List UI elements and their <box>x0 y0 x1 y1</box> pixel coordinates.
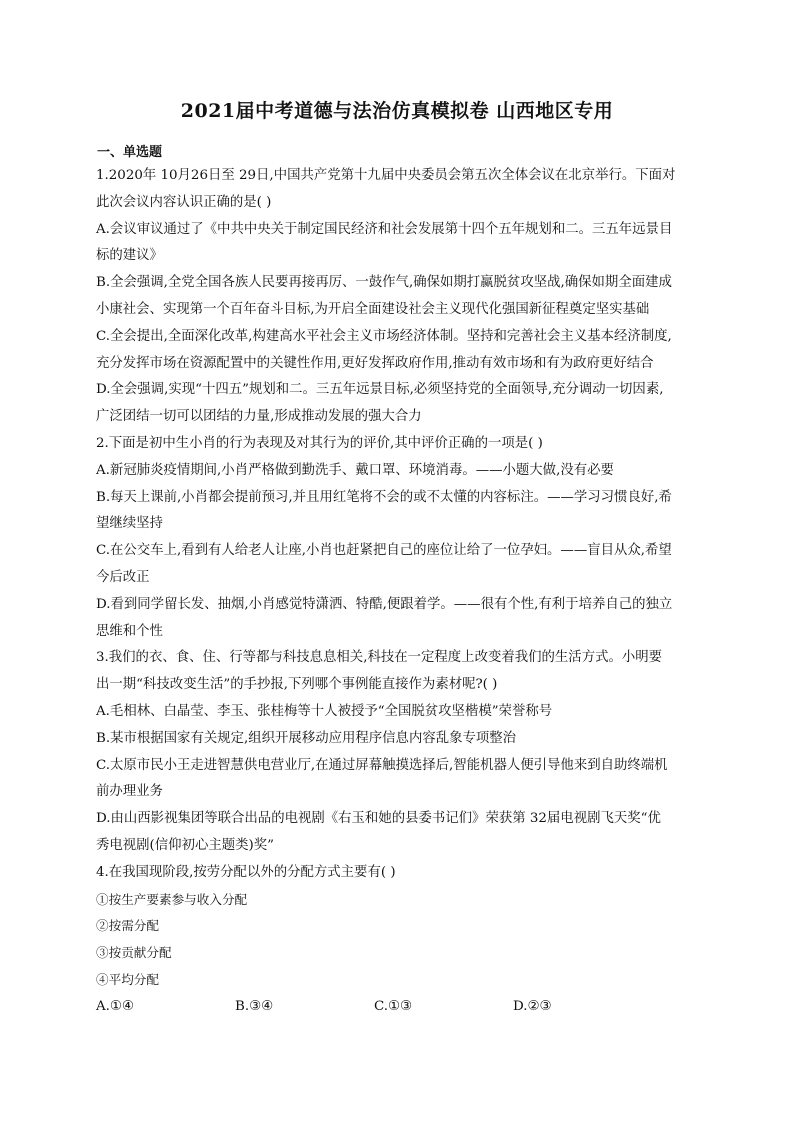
question-2-option-d-cont: 思维和个性 <box>96 623 163 639</box>
page-title: 2021届中考道德与法治仿真模拟卷 山西地区专用 <box>180 100 614 122</box>
question-3-option-c: C.太原市民小王走进智慧供电营业厅,在通过屏幕触摸选择后,智能机器人便引导他来到自助终端机 <box>96 757 668 773</box>
question-4-option-d: D.②③ <box>513 998 552 1014</box>
question-1-line: 此次会议内容认识正确的是( ) <box>96 194 272 210</box>
question-1-option-d-cont: 广泛团结一切可以团结的力量,形成推动发展的强大合力 <box>96 409 422 425</box>
question-4 <box>96 860 706 1021</box>
section-heading: 一、单选题 <box>97 145 163 160</box>
question-2-stem: 2.下面是初中生小肖的行为表现及对其行为的评价,其中评价正确的一项是( ) <box>96 435 543 451</box>
question-4-item: ④平均分配 <box>96 971 159 987</box>
question-3-stem-cont: 出一期“科技改变生活”的手抄报,下列哪个事例能直接作为素材呢?( ) <box>96 677 498 693</box>
question-1-option-d: D.全会强调,实现“十四五”规划和二。三五年远景目标,必须坚持党的全面领导,充分调动一切因素, <box>96 382 664 398</box>
question-4-option-b: B.③④ <box>235 998 274 1014</box>
question-4-item: ②按需分配 <box>96 918 159 934</box>
question-1-option-c-cont: 充分发挥市场在资源配置中的关键性作用,更好发挥政府作用,推动有效市场和有为政府更好结合 <box>96 355 654 371</box>
question-2-option-a: A.新冠肺炎疫情期间,小肖严格做到勤洗手、戴口罩、环境消毒。——小题大做,没有必要 <box>96 462 614 478</box>
question-3-stem: 3.我们的衣、食、住、行等都与科技息息相关,科技在一定程度上改变着我们的生活方式。小明要 <box>96 650 663 666</box>
question-1-option-b: B.全会强调,全党全国各族人民要再接再厉、一鼓作气,确保如期打赢脱贫攻坚战,确保如期全面建成 <box>96 275 672 291</box>
question-4-option-c: C.①③ <box>374 998 413 1014</box>
exam-content <box>96 143 706 1021</box>
question-3-option-a: A.毛相林、白晶莹、李玉、张桂梅等十人被授予“全国脱贫攻坚楷模”荣誉称号 <box>96 703 553 719</box>
question-2 <box>96 431 706 645</box>
question-1-option-b-cont: 小康社会、实现第一个百年奋斗目标,为开启全面建设社会主义现代化强国新征程奠定坚实基础 <box>96 301 650 317</box>
question-1-option-a: A.会议审议通过了《中共中央关于制定国民经济和社会发展第十四个五年规划和二。三五年远景目 <box>96 221 673 237</box>
question-4-option-a: A.①④ <box>96 998 134 1014</box>
question-4-item: ①按生产要素参与收入分配 <box>96 891 248 907</box>
question-4-options <box>96 994 706 1021</box>
question-4-item: ③按贡献分配 <box>96 945 172 961</box>
question-1 <box>96 163 706 431</box>
question-2-option-b: B.每天上课前,小肖都会提前预习,并且用红笔将不会的或不太懂的内容标注。——学习习惯良好,希 <box>96 489 672 505</box>
question-1-option-c: C.全会提出,全面深化改革,构建高水平社会主义市场经济体制。坚持和完善社会主义基本经济制度, <box>96 328 672 344</box>
question-1-option-a-cont: 标的建议》 <box>96 248 163 264</box>
question-2-option-b-cont: 望继续坚持 <box>96 516 163 532</box>
question-3-option-c-cont: 前办理业务 <box>96 784 163 800</box>
question-3 <box>96 645 706 859</box>
question-2-option-d: D.看到同学留长发、抽烟,小肖感觉特潇洒、特酷,便跟着学。——很有个性,有利于培养自己的独立 <box>96 596 673 612</box>
question-2-option-c-cont: 今后改正 <box>96 569 150 585</box>
question-3-option-d-cont: 秀电视剧(信仰初心主题类)奖” <box>96 837 274 853</box>
question-1-line: 1.2020年 10月26日至 29日,中国共产党第十九届中央委员会第五次全体会议在北京举行。下面对 <box>96 168 676 183</box>
question-3-option-d: D.由山西影视集团等联合出品的电视剧《右玉和她的县委书记们》荣获第 32届电视剧飞天奖“优 <box>96 811 661 827</box>
question-2-option-c: C.在公交车上,看到有人给老人让座,小肖也赶紧把自己的座位让给了一位孕妇。——盲目从众,希望 <box>96 543 672 559</box>
question-3-option-b: B.某市根据国家有关规定,组织开展移动应用程序信息内容乱象专项整治 <box>96 730 517 746</box>
question-4-stem: 4.在我国现阶段,按劳分配以外的分配方式主要有( ) <box>96 864 396 880</box>
